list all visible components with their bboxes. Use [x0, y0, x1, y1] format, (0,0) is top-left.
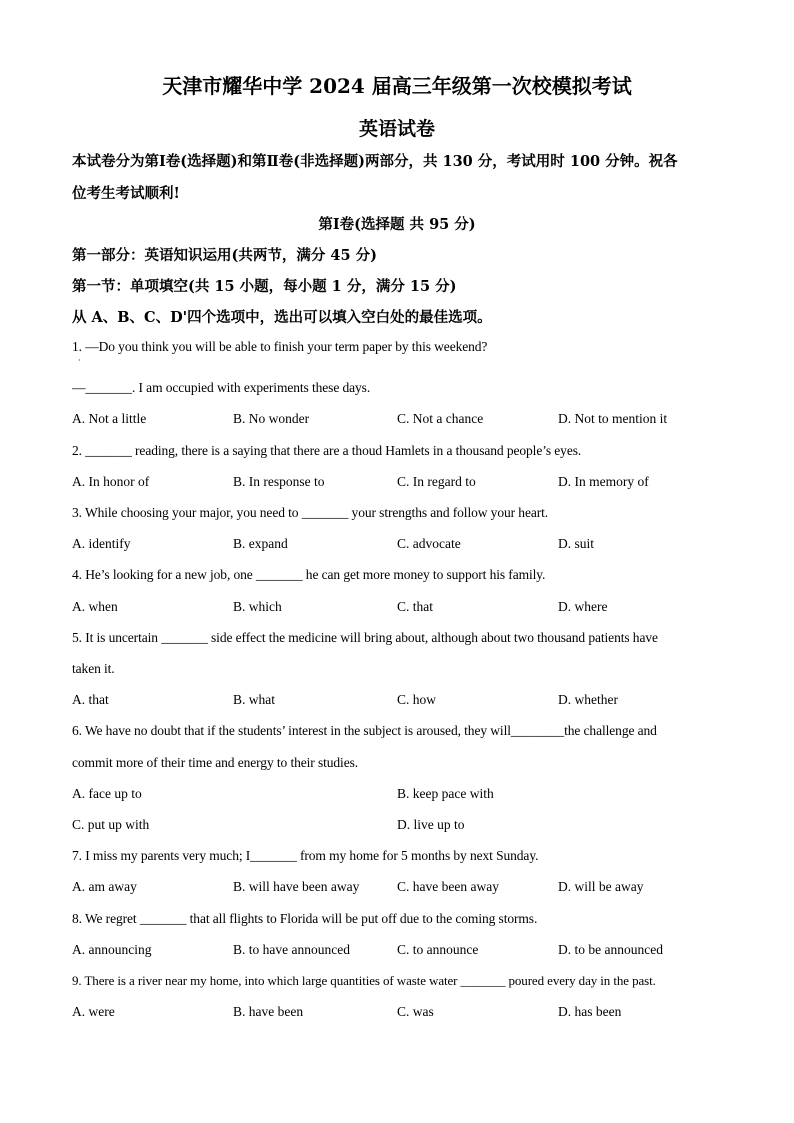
question-1-option-d[interactable]: D. Not to mention it [558, 411, 668, 426]
question-5-line-1: 5. It is uncertain _______ side effect the medicine will bring about, although about two thousand patients have [72, 630, 658, 645]
question-6-option-c[interactable]: C. put up with [72, 817, 150, 832]
question-5-option-b[interactable]: B. what [233, 692, 275, 707]
volume-heading: 第Ⅰ卷(选择题 共 95 分) [318, 216, 476, 233]
question-4-option-a[interactable]: A. when [72, 599, 118, 614]
question-5-option-a[interactable]: A. that [72, 692, 109, 707]
question-4-option-b[interactable]: B. which [233, 599, 282, 614]
question-8-option-d[interactable]: D. to be announced [558, 942, 663, 957]
question-3-option-a[interactable]: A. identify [72, 536, 131, 551]
question-9-option-c[interactable]: C. was [397, 1004, 434, 1019]
question-7-option-a[interactable]: A. am away [72, 879, 137, 894]
question-7-option-b[interactable]: B. will have been away [233, 879, 360, 894]
question-6-option-a[interactable]: A. face up to [72, 786, 142, 801]
question-1-line-2: —_______. I am occupied with experiments these days. [72, 380, 371, 395]
intro-line-2: 位考生考试顺利! [72, 185, 180, 202]
question-6-option-d[interactable]: D. live up to [397, 817, 465, 832]
page-subtitle: 英语试卷 [358, 118, 435, 140]
page-title: 天津市耀华中学 2024 届高三年级第一次校模拟考试 [162, 74, 632, 98]
question-2-option-a[interactable]: A. In honor of [72, 474, 150, 489]
question-5-line-2: taken it. [72, 661, 115, 676]
question-8-option-a[interactable]: A. announcing [72, 942, 152, 957]
question-2-line-1: 2. _______ reading, there is a saying that there are a thoud Hamlets in a thousand people’s eyes. [72, 443, 582, 458]
question-1-option-a[interactable]: A. Not a little [72, 411, 147, 426]
question-2-option-c[interactable]: C. In regard to [397, 474, 476, 489]
subsection-heading: 第一节：单项填空(共 15 小题，每小题 1 分，满分 15 分) [72, 278, 457, 295]
question-5-option-c[interactable]: C. how [397, 692, 437, 707]
question-8-option-b[interactable]: B. to have announced [233, 942, 350, 957]
instruction-text: 从 A、B、C、D'四个选项中，选出可以填入空白处的最佳选项。 [72, 309, 492, 326]
question-1-option-c[interactable]: C. Not a chance [397, 411, 484, 426]
question-4-option-c[interactable]: C. that [397, 599, 433, 614]
question-7-line-1: 7. I miss my parents very much; I_______ from my home for 5 months by next Sunday. [72, 848, 539, 863]
question-8-option-c[interactable]: C. to announce [397, 942, 479, 957]
question-6-line-2: commit more of their time and energy to their studies. [72, 755, 359, 770]
question-4-option-d[interactable]: D. where [558, 599, 608, 614]
question-7-option-d[interactable]: D. will be away [558, 879, 644, 894]
part-heading: 第一部分：英语知识运用(共两节，满分 45 分) [72, 247, 377, 264]
question-4-line-1: 4. He’s looking for a new job, one _______ he can get more money to support his family. [72, 567, 546, 582]
question-3-option-b[interactable]: B. expand [233, 536, 288, 551]
question-6-option-b[interactable]: B. keep pace with [397, 786, 494, 801]
question-8-line-1: 8. We regret _______ that all flights to Florida will be put off due to the coming storms. [72, 911, 538, 926]
intro-line-1: 本试卷分为第Ⅰ卷(选择题)和第Ⅱ卷(非选择题)两部分，共 130 分，考试用时 100 分钟。祝各 [72, 153, 678, 170]
question-2-option-d[interactable]: D. In memory of [558, 474, 649, 489]
question-3-line-1: 3. While choosing your major, you need to _______ your strengths and follow your heart. [72, 505, 549, 520]
mark-dot: · [78, 356, 81, 365]
question-2-option-b[interactable]: B. In response to [233, 474, 325, 489]
question-9-line-1: 9. There is a river near my home, into which large quantities of waste water _______ poured every day in the past. [72, 973, 656, 988]
question-6-line-1: 6. We have no doubt that if the students’ interest in the subject is aroused, they will________the challenge and [72, 723, 657, 738]
question-5-option-d[interactable]: D. whether [558, 692, 618, 707]
question-1-option-b[interactable]: B. No wonder [233, 411, 310, 426]
question-7-option-c[interactable]: C. have been away [397, 879, 499, 894]
question-9-option-d[interactable]: D. has been [558, 1004, 622, 1019]
question-9-option-b[interactable]: B. have been [233, 1004, 304, 1019]
question-3-option-c[interactable]: C. advocate [397, 536, 461, 551]
question-9-option-a[interactable]: A. were [72, 1004, 115, 1019]
question-1-line-1: 1. —Do you think you will be able to finish your term paper by this weekend? [72, 339, 488, 354]
question-3-option-d[interactable]: D. suit [558, 536, 595, 551]
